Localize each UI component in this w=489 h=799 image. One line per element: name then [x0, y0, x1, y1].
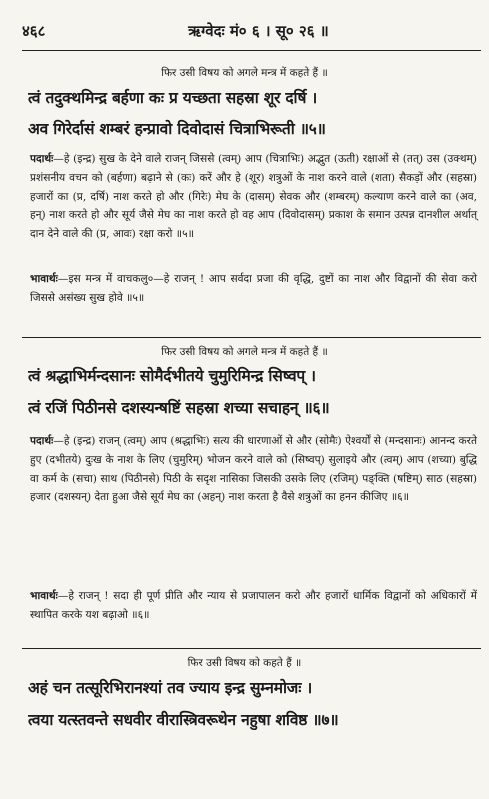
verse5-intro: फिर उसी विषय को अगले मन्त्र में कहते हैं ॥	[161, 67, 328, 79]
section-rule	[22, 337, 481, 338]
verse6-bhavartha	[30, 587, 477, 625]
page-header	[22, 18, 475, 44]
bhavartha-label: भावार्थः	[30, 273, 58, 285]
padartha-label: पदार्थः	[30, 153, 54, 165]
verse5-bhavartha	[30, 270, 477, 308]
verse7-mantra-line1: अहं चन तत्सूरिभिरानश्यां तव ज्याय इन्द्र सुम्नमोजः ।	[28, 678, 313, 697]
verse7-intro: फिर उसी विषय को कहते हैं ॥	[187, 657, 302, 669]
verse6-mantra-line1: त्वं श्रद्धाभिर्मन्दसानः सोमैर्दभीतये चुमुरिमिन्द्र सिष्वप् ।	[28, 366, 316, 385]
section-rule	[22, 648, 481, 649]
verse5-mantra-line1: त्वं तदुक्थमिन्द्र बर्हणा कः प्र यच्छता सहस्रा शूर दर्षि ।	[28, 88, 318, 107]
running-title: ऋग्वेदः मं० ६ । सू० २६ ॥	[188, 22, 329, 40]
bhavartha-text: —इस मन्त्र में वाचकलु०—हे राजन् ! आप सर्वदा प्रजा की वृद्धि, दुष्टों का नाश और विद्वानों की सेवा करो जिससे असंख्य सुख होवे ॥५॥	[30, 273, 477, 304]
bhavartha-text: —हे राजन् ! सदा ही पूर्ण प्रीति और न्याय से प्रजापालन करो और हजारों धार्मिक विद्वानों को अधिकारों में स्थापित करके यश बढ़ाओ ॥६॥	[30, 590, 477, 621]
padartha-text: —हे (इन्द्र) राजन् (त्वम्) आप (श्रद्धाभिः) सत्य की धारणाओं से और (सोमैः) ऐश्वर्यों से (मन्दसानः) आनन्द करते हुए (दभीतये) दुःख के नाश के लिए (चुमुरिम्) भोजन करने वाले को (सिष्वप्) सुलाइये और (त्वम्) आप (शच्या) बुद्धि वा कर्म के (सचा) साथ (पिठीनसे) पिठी के सदृश नासिका जिसकी उसके लिए (रजिम्) पङ्क्ति (षष्टिम्) साठ (सहस्रा) हजार (दशस्यन्) देता हुआ जैसे सूर्य मेघ का (अहन्) नाश करता है वैसे शत्रुओं का हनन कीजिए ॥६॥	[30, 435, 477, 504]
header-rule	[22, 50, 481, 51]
verse6-padartha	[30, 432, 477, 507]
verse5-mantra-line2: अव गिरेर्दासं शम्बरं हन्प्रावो दिवोदासं चित्राभिरूती ॥५॥	[28, 119, 326, 138]
verse6-mantra-line2: त्वं रजिं पिठीनसे दशस्यन्षष्टिं सहस्रा शच्या सचाहन् ॥६॥	[28, 398, 330, 417]
bhavartha-label: भावार्थः	[30, 590, 58, 602]
padartha-label: पदार्थः	[30, 435, 54, 447]
page-number: ४६८	[22, 22, 46, 40]
padartha-text: —हे (इन्द्र) सुख के देने वाले राजन् जिससे (त्वम्) आप (चित्राभिः) अद्भुत (ऊती) रक्षाओं से (तत्) उस (उक्थम्) प्रशंसनीय वचन को (बर्हणा) बढ़ाने से (कः) करें और हे (शूर) शत्रुओं के नाश करने वाले (शता) सैकड़ों और (सहस्रा) हजारों का (प्र, दर्षि) नाश करते हो और (गिरेः) मेघ के (दासम्) सेवक और (शम्बरम्) कल्याण करने वाले का (अव, हन्) नाश करते हो और सूर्य जैसे मेघ का नाश करते हो वह आप (दिवोदासम्) प्रकाश के समान उत्पन्न दानशील अर्थात् दान देने वाले की (प्र, आवः) रक्षा करो ॥५॥	[30, 153, 477, 241]
verse7-mantra-line2: त्वया यत्स्तवन्ते सधवीर वीरास्त्रिवरूथेन नहुषा शविष्ठ ॥७॥	[28, 710, 339, 729]
verse5-padartha	[30, 150, 477, 244]
verse6-intro: फिर उसी विषय को अगले मन्त्र में कहते हैं ॥	[161, 346, 328, 358]
